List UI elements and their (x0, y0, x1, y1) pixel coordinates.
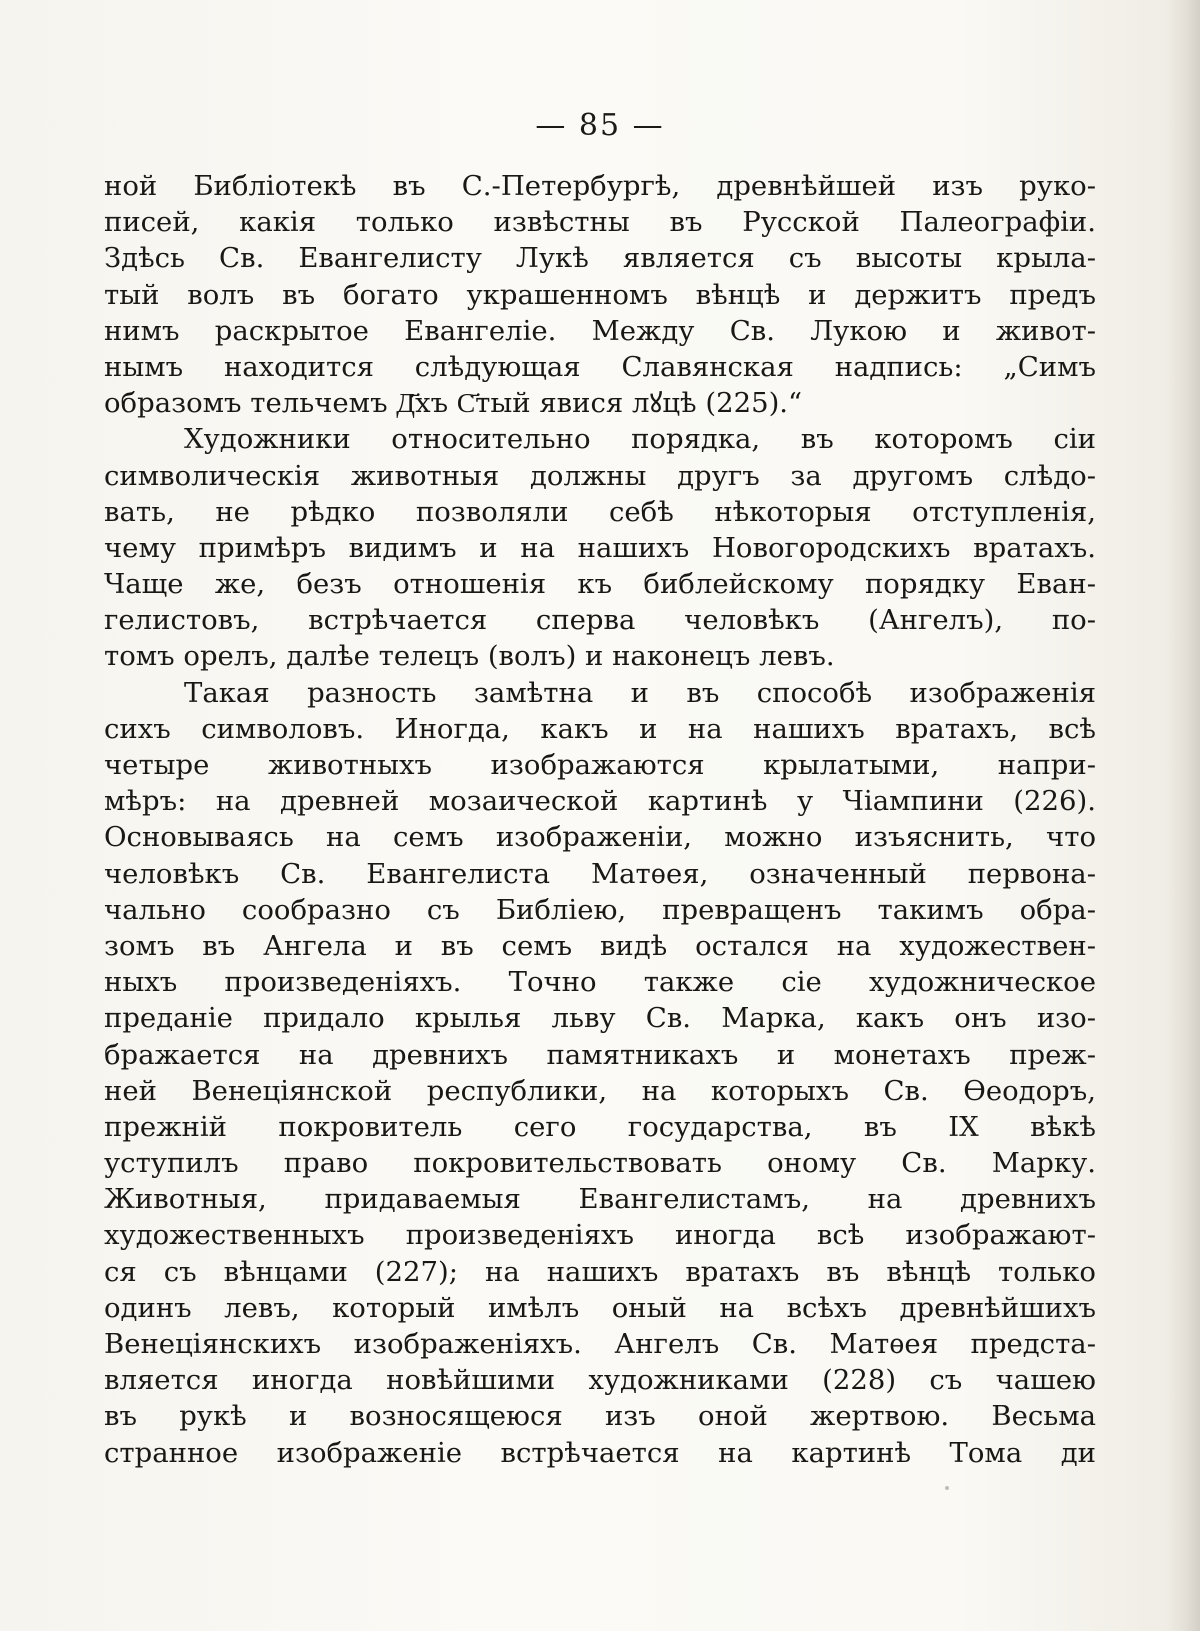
page-edge-shadow (1166, 0, 1200, 1631)
text-line: человѣкъ Св. Евангелиста Матѳея, означенный первона- (104, 857, 1096, 890)
text-line: одинъ левъ, который имѣлъ оный на всѣхъ древнѣйшихъ (104, 1291, 1096, 1324)
text-line: чему примѣръ видимъ и на нашихъ Новогородскихъ вратахъ. (104, 531, 1096, 564)
text-line: зомъ въ Ангела и въ семъ видѣ остался на художествен- (104, 929, 1096, 962)
text-line: ней Венеціянской республики, на которыхъ Св. Ѳеодоръ, (104, 1074, 1096, 1107)
text-line: Основываясь на семъ изображеніи, можно изъяснить, что (104, 821, 1096, 854)
text-line: Чаще же, безъ отношенія къ библейскому порядку Еван- (104, 568, 1096, 601)
text-line: уступилъ право покровительствовать оному Св. Марку. (104, 1147, 1096, 1180)
text-line: чально сообразно съ Библіею, превращенъ такимъ обра- (104, 893, 1096, 926)
text-line: Такая разность замѣтна и въ способѣ изображенія (184, 676, 1096, 709)
text-line: Здѣсь Св. Евангелисту Лукѣ является съ высоты крыла- (104, 242, 1096, 275)
text-line: томъ орелъ, далѣе телецъ (волъ) и наконецъ левъ. (104, 640, 835, 673)
text-line: ся съ вѣнцами (227); на нашихъ вратахъ въ вѣнцѣ только (104, 1255, 1096, 1288)
text-line: Животныя, придаваемыя Евангелистамъ, на древнихъ (104, 1183, 1096, 1216)
text-line: образомъ тельчемъ Д҃хъ С҃тый явися лꙋцѣ (225).“ (104, 387, 803, 420)
page-number: — 85 — (535, 108, 665, 143)
text-line: ныхъ произведеніяхъ. Точно также сіе художническое (104, 966, 1096, 999)
text-line: прежній покровитель сего государства, въ IX вѣкѣ (104, 1110, 1096, 1143)
text-line: бражается на древнихъ памятникахъ и монетахъ преж- (104, 1038, 1096, 1071)
text-line: вать, не рѣдко позволяли себѣ нѣкоторыя отступленія, (104, 495, 1096, 528)
text-line: ной Библіотекѣ въ С.-Петербургѣ, древнѣйшей изъ руко- (104, 170, 1096, 202)
text-line: мѣръ: на древней мозаической картинѣ у Чіампини (226). (104, 785, 1096, 818)
text-line: преданіе придало крылья льву Св. Марка, какъ онъ изо- (104, 1002, 1096, 1035)
text-line: въ рукѣ и возносящеюся изъ оной жертвою. Весьма (104, 1400, 1096, 1433)
text-line: гелистовъ, встрѣчается сперва человѣкъ (Ангелъ), по- (104, 604, 1096, 637)
text-line: вляется иногда новѣйшими художниками (228) съ чашею (104, 1364, 1096, 1397)
text-line: сихъ символовъ. Иногда, какъ и на нашихъ вратахъ, всѣ (104, 712, 1096, 745)
text-line: Венеціянскихъ изображеніяхъ. Ангелъ Св. Матѳея предста- (104, 1328, 1096, 1360)
text-line: Художники относительно порядка, въ которомъ сіи (184, 423, 1096, 456)
text-line: нымъ находится слѣдующая Славянская надпись: „Симъ (104, 350, 1096, 383)
text-line: художественныхъ произведеніяхъ иногда всѣ изображают- (104, 1219, 1096, 1252)
text-line: символическія животныя должны другъ за другомъ слѣдо- (104, 459, 1096, 492)
text-line: писей, какія только извѣстны въ Русской Палеографіи. (104, 206, 1096, 239)
text-line: странное изображеніе встрѣчается на картинѣ Тома ди (104, 1436, 1096, 1469)
body-text (104, 168, 1096, 1471)
text-line: тый волъ въ богато украшенномъ вѣнцѣ и держитъ предъ (104, 278, 1096, 311)
paper-speck (945, 1486, 949, 1490)
text-line: нимъ раскрытое Евангеліе. Между Св. Лукою и живот- (104, 314, 1096, 347)
text-line: четыре животныхъ изображаются крылатыми, напри- (104, 749, 1096, 781)
